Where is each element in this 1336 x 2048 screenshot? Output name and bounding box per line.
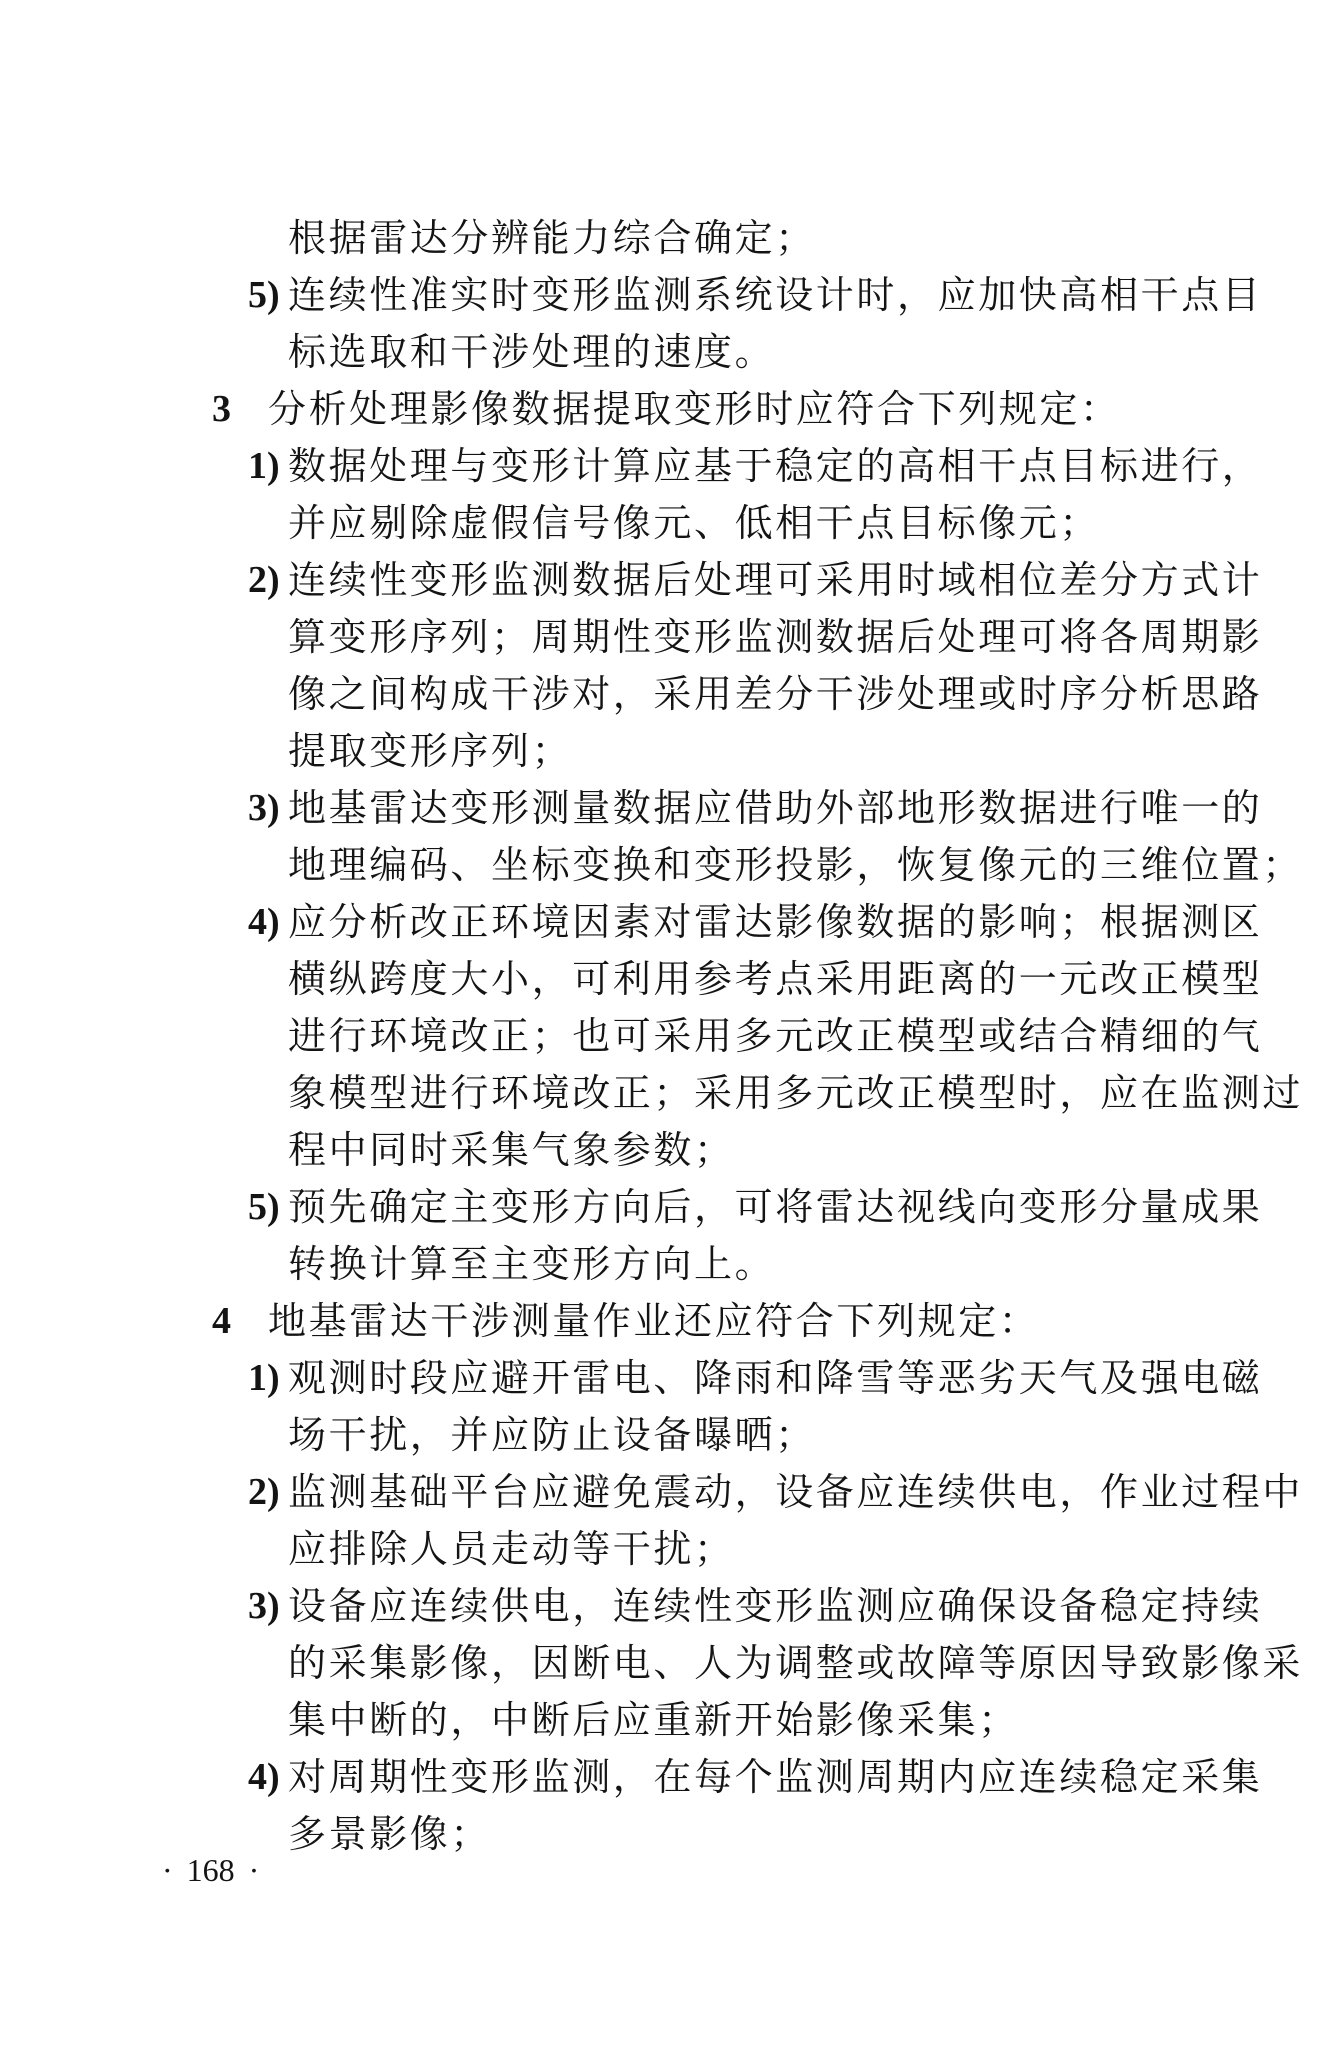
item-line: 算变形序列；周期性变形监测数据后处理可将各周期影 (288, 615, 1263, 659)
continuation-line: 根据雷达分辨能力综合确定； (288, 216, 816, 260)
item-number: 2) (248, 559, 280, 601)
item-line: 应分析改正环境因素对雷达影像数据的影响；根据测区 (288, 900, 1263, 944)
item-line: 对周期性变形监测，在每个监测周期内应连续稳定采集 (288, 1755, 1263, 1799)
item-line: 监测基础平台应避免震动，设备应连续供电，作业过程中 (288, 1470, 1304, 1514)
item-number: 1) (248, 1357, 280, 1399)
item-line: 数据处理与变形计算应基于稳定的高相干点目标进行， (288, 444, 1263, 488)
item-number: 5) (248, 274, 280, 316)
item-line: 地基雷达变形测量数据应借助外部地形数据进行唯一的 (288, 786, 1263, 830)
item-number: 3) (248, 1585, 280, 1627)
page-number-dot-left: · (162, 1852, 173, 1888)
page-number: 168 (186, 1852, 235, 1888)
item-line: 的采集影像，因断电、人为调整或故障等原因导致影像采 (288, 1641, 1304, 1685)
item-number: 4) (248, 1756, 280, 1798)
item-line: 标选取和干涉处理的速度。 (288, 330, 776, 374)
page-number-dot-right: · (248, 1852, 260, 1888)
item-line: 象模型进行环境改正；采用多元改正模型时，应在监测过 (288, 1071, 1304, 1115)
item-line: 像之间构成干涉对，采用差分干涉处理或时序分析思路 (288, 672, 1263, 716)
item-line: 横纵跨度大小，可利用参考点采用距离的一元改正模型 (288, 957, 1263, 1001)
item-line: 程中同时采集气象参数； (288, 1128, 735, 1172)
item-line: 并应剔除虚假信号像元、低相干点目标像元； (288, 501, 1101, 545)
item-line: 进行环境改正；也可采用多元改正模型或结合精细的气 (288, 1014, 1263, 1058)
item-line: 预先确定主变形方向后，可将雷达视线向变形分量成果 (288, 1185, 1263, 1229)
item-line: 多景影像； (288, 1812, 492, 1856)
item-line: 设备应连续供电，连续性变形监测应确保设备稳定持续 (288, 1584, 1263, 1628)
item-number: 4) (248, 901, 280, 943)
item-number: 1) (248, 445, 280, 487)
item-line: 场干扰，并应防止设备曝晒； (288, 1413, 816, 1457)
page-number-footer (148, 1850, 273, 1890)
item-number: 2) (248, 1471, 280, 1513)
item-number: 5) (248, 1186, 280, 1228)
item-line: 提取变形序列； (288, 729, 573, 773)
section-heading: 地基雷达干涉测量作业还应符合下列规定： (268, 1299, 1040, 1343)
item-line: 连续性准实时变形监测系统设计时，应加快高相干点目 (288, 273, 1263, 317)
item-line: 集中断的，中断后应重新开始影像采集； (288, 1698, 1019, 1742)
item-line: 观测时段应避开雷电、降雨和降雪等恶劣天气及强电磁 (288, 1356, 1263, 1400)
section-number: 4 (212, 1300, 231, 1342)
item-line: 应排除人员走动等干扰； (288, 1527, 735, 1571)
item-line: 转换计算至主变形方向上。 (288, 1242, 776, 1286)
section-number: 3 (212, 388, 231, 430)
item-line: 地理编码、坐标变换和变形投影，恢复像元的三维位置； (288, 843, 1304, 887)
item-line: 连续性变形监测数据后处理可采用时域相位差分方式计 (288, 558, 1263, 602)
item-number: 3) (248, 787, 280, 829)
section-heading: 分析处理影像数据提取变形时应符合下列规定： (268, 387, 1121, 431)
